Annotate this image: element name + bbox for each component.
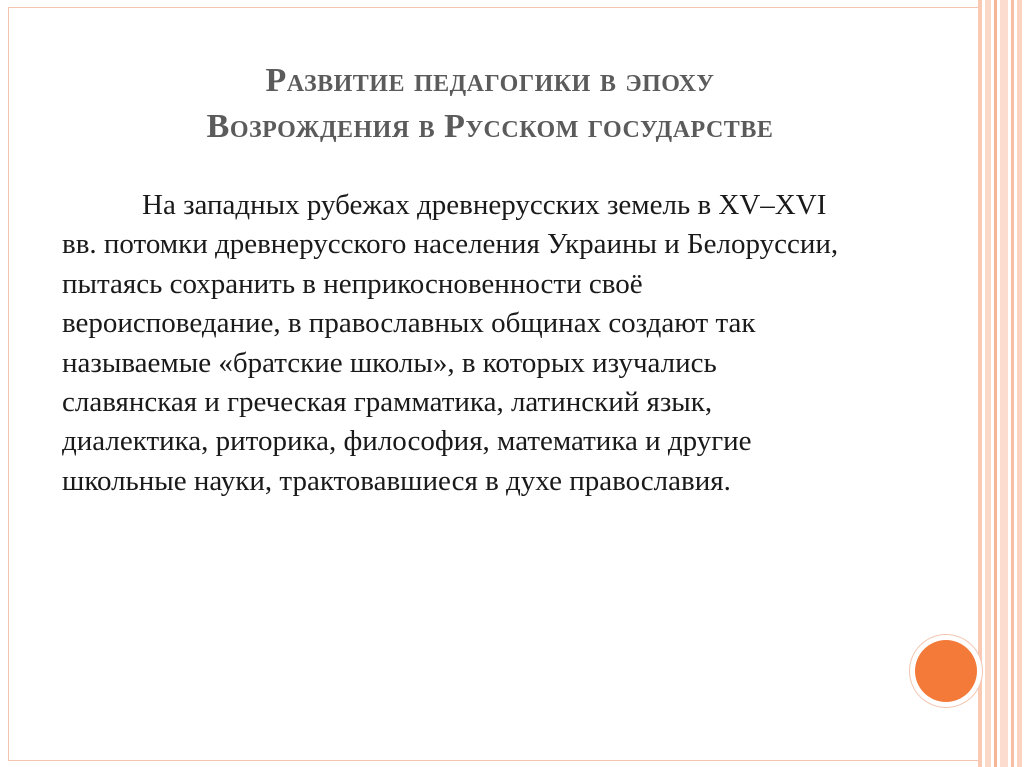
title-line-1: Развитие педагогики в эпоху (265, 62, 715, 99)
stripe (1017, 0, 1022, 767)
orange-circle-icon (915, 640, 977, 702)
stripe (1000, 0, 1008, 767)
stripe (985, 0, 991, 767)
title-line-2: Возрождения в Русском государстве (206, 108, 774, 145)
stripe (994, 0, 997, 767)
stripe (1011, 0, 1014, 767)
slide-title (90, 58, 890, 150)
stripe (978, 0, 982, 767)
decorative-stripes (976, 0, 1024, 767)
body-paragraph: На западных рубежах древнерусских земель в XV–XVI вв. потомки древнерусского населения Украины и Белоруссии, пытаясь сохранить в неприкосновенности своё вероисповедание, в православных общинах создают так называемые «братские школы», в которых изучались славянская и греческая грамматика, латинский язык, диалектика, риторика, философия, математика и другие школьные науки, трактовавшиеся в духе православия. (62, 189, 839, 497)
